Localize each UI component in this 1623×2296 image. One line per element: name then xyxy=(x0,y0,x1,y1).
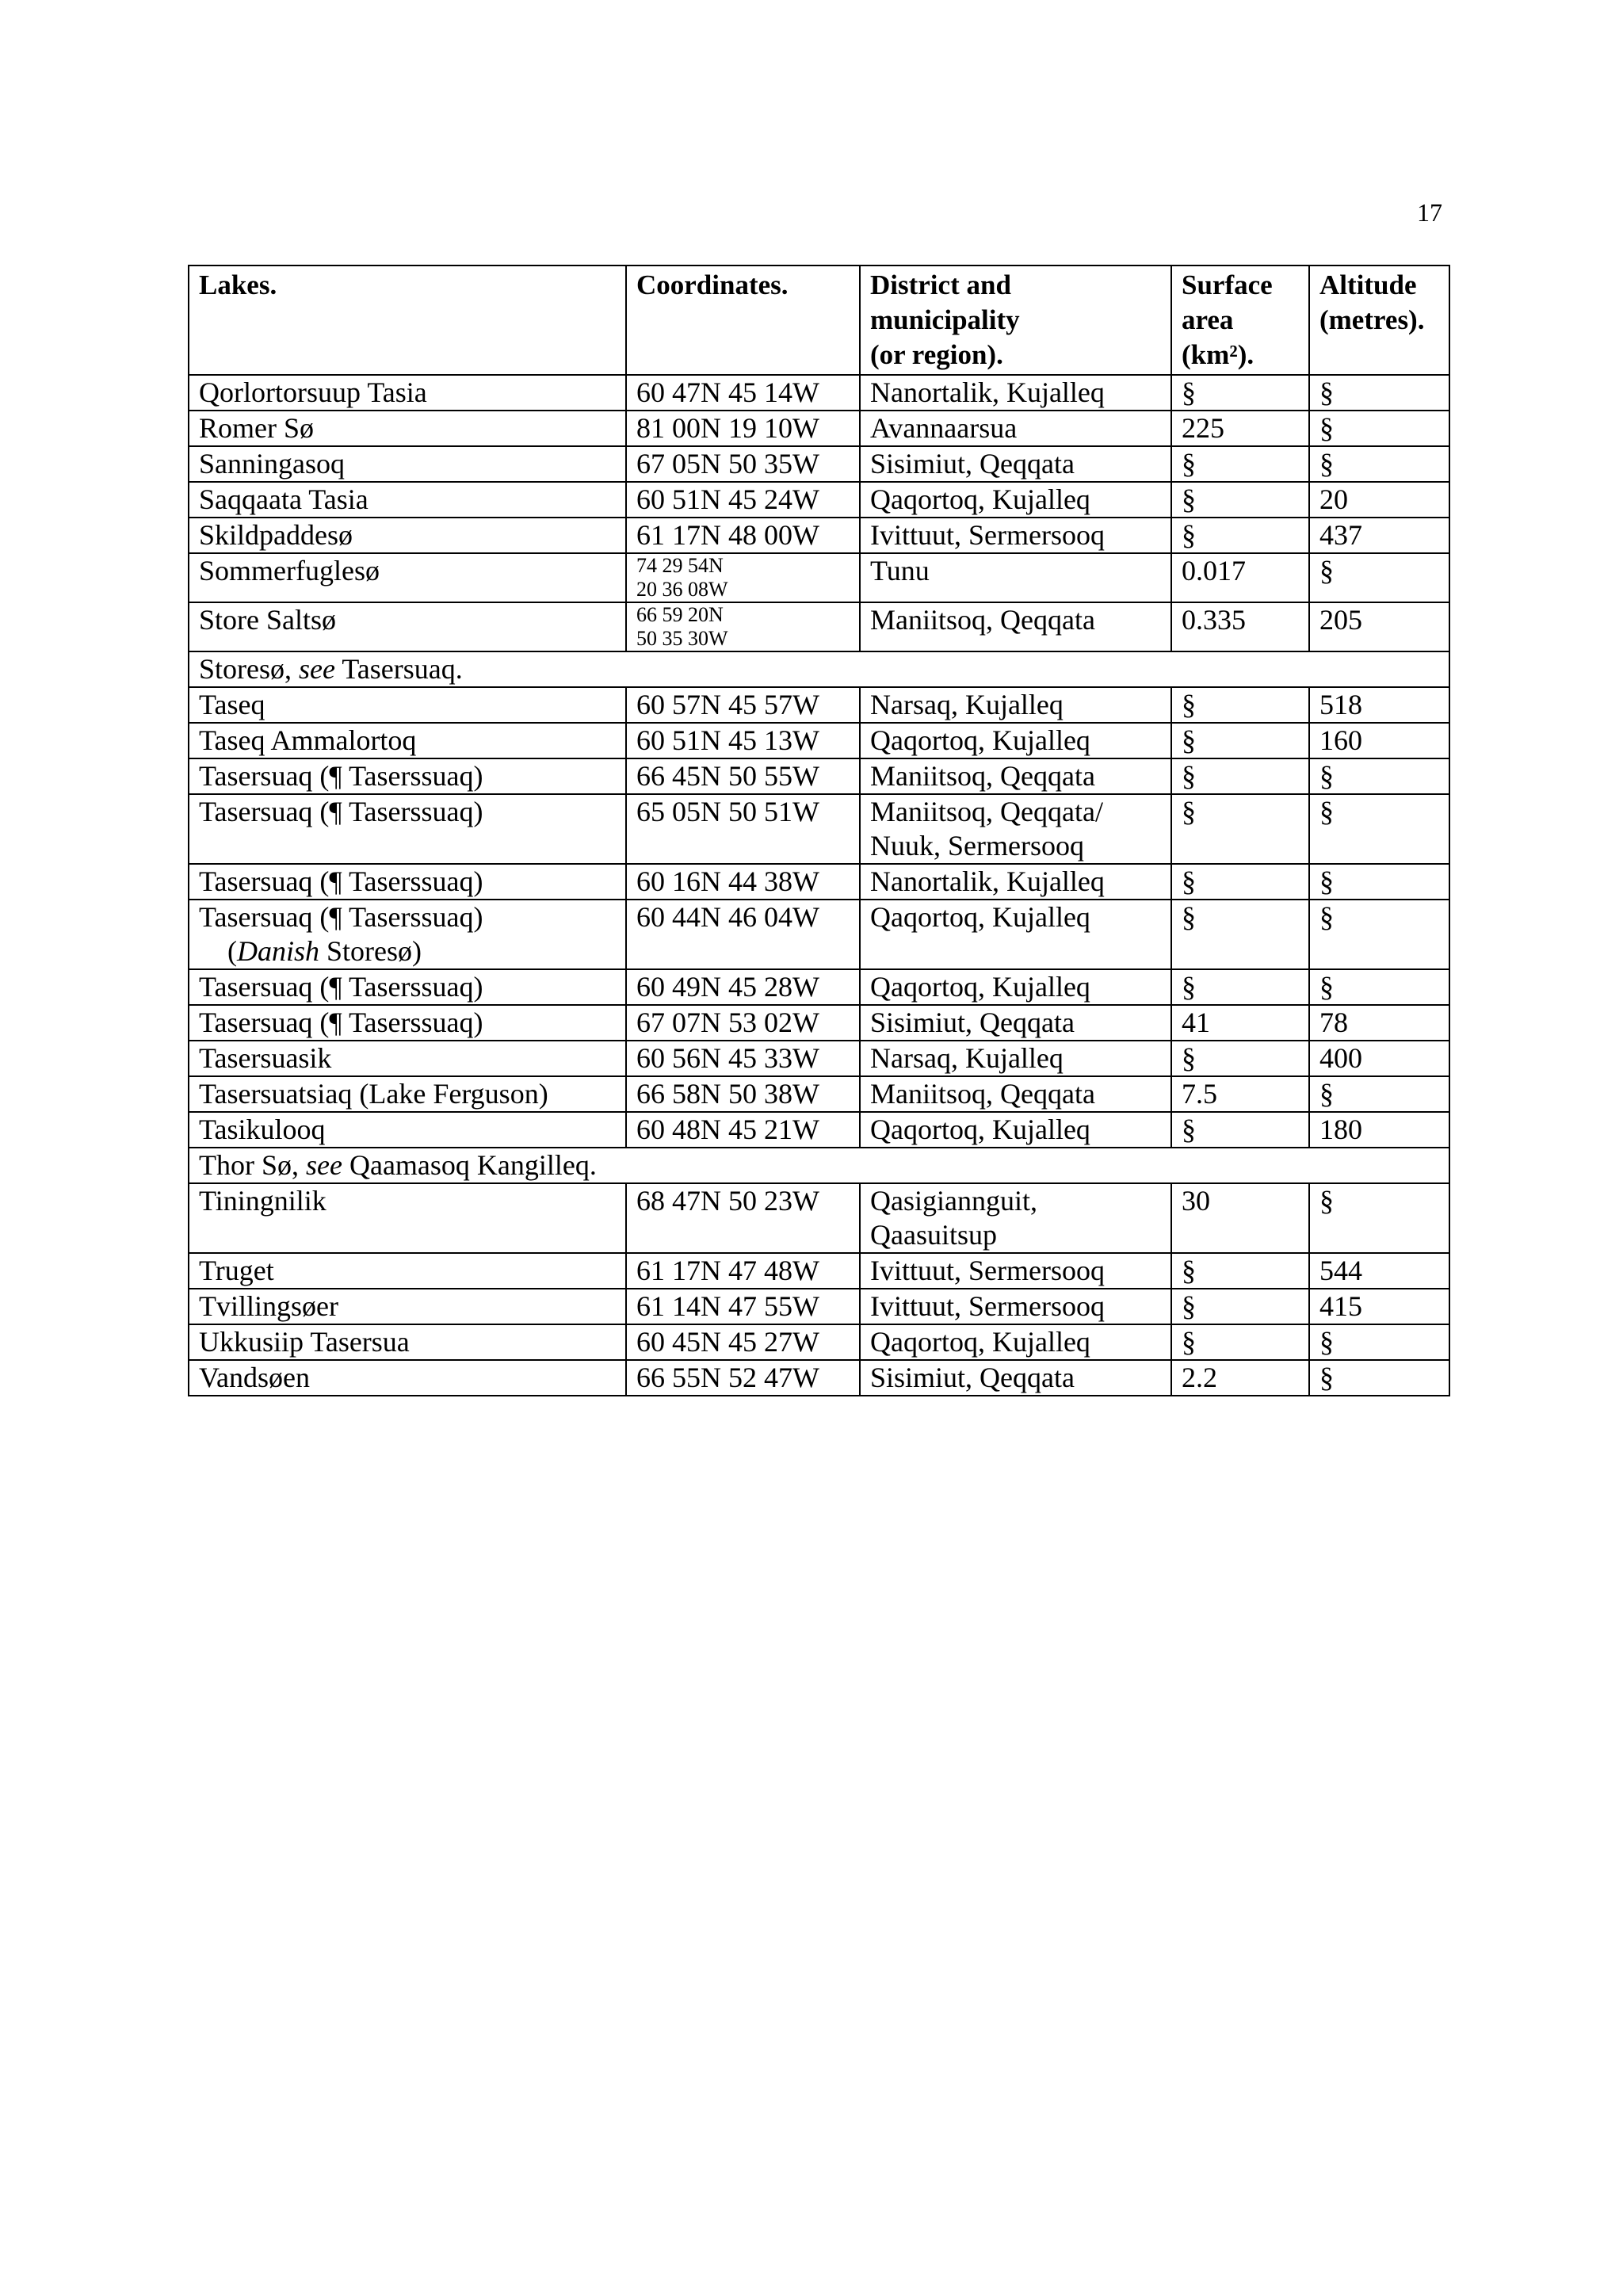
district-cell: Nanortalik, Kujalleq xyxy=(860,375,1171,411)
lake-name: Tasersuaq (¶ Taserssuaq) xyxy=(199,1007,483,1038)
coordinates-cell: 66 58N 50 38W xyxy=(626,1076,860,1112)
table-row xyxy=(189,518,1449,553)
district-cell: Sisimiut, Qeqqata xyxy=(860,1360,1171,1396)
table-row xyxy=(189,1360,1449,1396)
surface-area-cell: § xyxy=(1171,864,1309,900)
table-row xyxy=(189,1041,1449,1076)
surface-area-cell: 30 xyxy=(1171,1183,1309,1253)
lake-name: Tasersuaq (¶ Taserssuaq) xyxy=(199,760,483,792)
lake-name-cell xyxy=(189,1324,626,1360)
lake-name-cell xyxy=(189,1360,626,1396)
district-cell xyxy=(860,1183,1171,1253)
surface-area-cell: § xyxy=(1171,518,1309,553)
altitude-cell: 78 xyxy=(1309,1005,1449,1041)
coordinates-cell: 68 47N 50 23W xyxy=(626,1183,860,1253)
altitude-cell: 544 xyxy=(1309,1253,1449,1289)
lake-name: Romer Sø xyxy=(199,412,315,444)
altitude-cell: 205 xyxy=(1309,602,1449,651)
district-line: Qasigiannguit, xyxy=(870,1185,1037,1217)
cross-reference-name: Thor Sø, xyxy=(199,1149,306,1181)
table-row xyxy=(189,446,1449,482)
page-number: 17 xyxy=(1417,198,1442,227)
coordinates-cell: 66 55N 52 47W xyxy=(626,1360,860,1396)
altitude-cell: 518 xyxy=(1309,687,1449,723)
altitude-cell: § xyxy=(1309,1076,1449,1112)
coordinates-cell: 65 05N 50 51W xyxy=(626,794,860,864)
district-cell: Maniitsoq, Qeqqata xyxy=(860,1076,1171,1112)
table-body xyxy=(189,375,1449,1396)
lake-name: Tasikulooq xyxy=(199,1114,326,1145)
lake-name: Truget xyxy=(199,1255,274,1286)
surface-area-cell: § xyxy=(1171,482,1309,518)
lake-name: Tvillingsøer xyxy=(199,1290,338,1322)
lake-name-cell xyxy=(189,375,626,411)
table-row xyxy=(189,864,1449,900)
lakes-table xyxy=(188,265,1450,1396)
lake-name: Tasersuaq (¶ Taserssuaq) xyxy=(199,901,483,933)
surface-area-cell: § xyxy=(1171,1289,1309,1324)
lake-name: Taseq xyxy=(199,689,265,720)
coordinates-cell: 60 45N 45 27W xyxy=(626,1324,860,1360)
surface-area-cell: § xyxy=(1171,1324,1309,1360)
surface-area-cell: 41 xyxy=(1171,1005,1309,1041)
header-altitude-line: (metres). xyxy=(1319,304,1425,335)
lake-note-italic: Danish xyxy=(237,935,320,967)
table-row xyxy=(189,1253,1449,1289)
lake-name: Skildpaddesø xyxy=(199,519,353,551)
lake-name: Tasersuaq (¶ Taserssuaq) xyxy=(199,865,483,897)
lake-name: Tasersuatsiaq (Lake Ferguson) xyxy=(199,1078,548,1110)
surface-area-cell: 0.335 xyxy=(1171,602,1309,651)
surface-area-cell: § xyxy=(1171,758,1309,794)
altitude-cell: § xyxy=(1309,1360,1449,1396)
district-cell: Qaqortoq, Kujalleq xyxy=(860,969,1171,1005)
table-row xyxy=(189,1324,1449,1360)
lake-name: Tiningnilik xyxy=(199,1185,327,1217)
lake-name: Ukkusiip Tasersua xyxy=(199,1326,410,1358)
lake-name-cell xyxy=(189,1289,626,1324)
district-cell: Ivittuut, Sermersooq xyxy=(860,518,1171,553)
district-cell: Qaqortoq, Kujalleq xyxy=(860,723,1171,758)
lake-name-cell xyxy=(189,602,626,651)
lake-name-cell xyxy=(189,1041,626,1076)
table-row xyxy=(189,758,1449,794)
coordinates-lat: 74 29 54N xyxy=(636,554,724,577)
table-row xyxy=(189,375,1449,411)
header-district xyxy=(860,266,1171,375)
coordinates-cell: 66 45N 50 55W xyxy=(626,758,860,794)
district-cell: Maniitsoq, Qeqqata xyxy=(860,602,1171,651)
cross-reference-name: Storesø, xyxy=(199,653,299,685)
lake-name-cell xyxy=(189,758,626,794)
district-cell: Ivittuut, Sermersooq xyxy=(860,1253,1171,1289)
lake-name: Qorlortorsuup Tasia xyxy=(199,376,427,408)
header-altitude xyxy=(1309,266,1449,375)
table-row xyxy=(189,1289,1449,1324)
coordinates-cell: 60 16N 44 38W xyxy=(626,864,860,900)
lake-name: Sommerfuglesø xyxy=(199,555,380,586)
lake-name: Store Saltsø xyxy=(199,604,337,636)
table-row xyxy=(189,482,1449,518)
coordinates-cell: 67 07N 53 02W xyxy=(626,1005,860,1041)
coordinates-lon: 20 36 08W xyxy=(636,578,728,601)
altitude-cell: 437 xyxy=(1309,518,1449,553)
coordinates-cell: 67 05N 50 35W xyxy=(626,446,860,482)
surface-area-cell: § xyxy=(1171,1253,1309,1289)
lake-name-cell xyxy=(189,1005,626,1041)
district-line: Nuuk, Sermersooq xyxy=(870,830,1084,861)
cross-reference-see: see xyxy=(306,1149,342,1181)
coordinates-cell: 61 17N 48 00W xyxy=(626,518,860,553)
district-cell: Sisimiut, Qeqqata xyxy=(860,446,1171,482)
coordinates-cell: 60 57N 45 57W xyxy=(626,687,860,723)
altitude-cell: § xyxy=(1309,375,1449,411)
coordinates-cell: 60 56N 45 33W xyxy=(626,1041,860,1076)
header-surface-line: (km²). xyxy=(1182,339,1254,370)
district-cell: Qaqortoq, Kujalleq xyxy=(860,1324,1171,1360)
header-district-line: District and xyxy=(870,269,1011,300)
altitude-cell: 20 xyxy=(1309,482,1449,518)
table-row xyxy=(189,1148,1449,1183)
coordinates-cell: 60 49N 45 28W xyxy=(626,969,860,1005)
lake-name: Taseq Ammalortoq xyxy=(199,724,417,756)
surface-area-cell: § xyxy=(1171,723,1309,758)
lake-name: Tasersuasik xyxy=(199,1042,332,1074)
table-row xyxy=(189,1076,1449,1112)
altitude-cell: 160 xyxy=(1309,723,1449,758)
district-cell: Sisimiut, Qeqqata xyxy=(860,1005,1171,1041)
surface-area-cell: § xyxy=(1171,1112,1309,1148)
coordinates-cell: 60 51N 45 24W xyxy=(626,482,860,518)
coordinates-cell: 60 51N 45 13W xyxy=(626,723,860,758)
header-surface-area xyxy=(1171,266,1309,375)
lake-note xyxy=(199,934,616,968)
lake-name-cell xyxy=(189,687,626,723)
district-cell: Ivittuut, Sermersooq xyxy=(860,1289,1171,1324)
header-district-line: municipality xyxy=(870,304,1020,335)
lake-name-cell xyxy=(189,794,626,864)
lake-name-cell xyxy=(189,1076,626,1112)
altitude-cell: § xyxy=(1309,1183,1449,1253)
lake-name: Sanningasoq xyxy=(199,448,345,479)
table-row xyxy=(189,1112,1449,1148)
header-surface-line: Surface xyxy=(1182,269,1273,300)
surface-area-cell: § xyxy=(1171,446,1309,482)
lake-name: Tasersuaq (¶ Taserssuaq) xyxy=(199,796,483,827)
altitude-cell: § xyxy=(1309,969,1449,1005)
lake-name-cell xyxy=(189,553,626,602)
altitude-cell: § xyxy=(1309,553,1449,602)
table-row xyxy=(189,1183,1449,1253)
altitude-cell: § xyxy=(1309,794,1449,864)
cross-reference-see: see xyxy=(299,653,335,685)
district-cell xyxy=(860,794,1171,864)
surface-area-cell: § xyxy=(1171,794,1309,864)
coordinates-cell: 60 48N 45 21W xyxy=(626,1112,860,1148)
lake-name-cell xyxy=(189,1253,626,1289)
district-cell: Qaqortoq, Kujalleq xyxy=(860,900,1171,969)
coordinates-cell xyxy=(626,602,860,651)
district-line: Maniitsoq, Qeqqata/ xyxy=(870,796,1103,827)
altitude-cell: § xyxy=(1309,1324,1449,1360)
lake-name-cell xyxy=(189,482,626,518)
lake-name-cell xyxy=(189,411,626,446)
header-coordinates: Coordinates. xyxy=(626,266,860,375)
altitude-cell: § xyxy=(1309,900,1449,969)
table-row xyxy=(189,900,1449,969)
header-surface-line: area xyxy=(1182,304,1234,335)
lake-note-rest: Storesø) xyxy=(319,935,422,967)
lake-name-cell xyxy=(189,969,626,1005)
lake-name: Vandsøen xyxy=(199,1362,310,1393)
table-row xyxy=(189,651,1449,687)
lake-name-cell xyxy=(189,446,626,482)
lake-note-open: ( xyxy=(227,935,237,967)
table-row xyxy=(189,794,1449,864)
altitude-cell: 415 xyxy=(1309,1289,1449,1324)
district-cell: Qaqortoq, Kujalleq xyxy=(860,482,1171,518)
district-cell: Avannaarsua xyxy=(860,411,1171,446)
table-row xyxy=(189,969,1449,1005)
table-row xyxy=(189,1005,1449,1041)
lake-name-cell xyxy=(189,723,626,758)
district-cell: Maniitsoq, Qeqqata xyxy=(860,758,1171,794)
surface-area-cell: 225 xyxy=(1171,411,1309,446)
lake-name-cell xyxy=(189,900,626,969)
district-cell: Tunu xyxy=(860,553,1171,602)
coordinates-cell: 81 00N 19 10W xyxy=(626,411,860,446)
header-altitude-line: Altitude xyxy=(1319,269,1417,300)
surface-area-cell: 0.017 xyxy=(1171,553,1309,602)
district-cell: Qaqortoq, Kujalleq xyxy=(860,1112,1171,1148)
lake-name: Tasersuaq (¶ Taserssuaq) xyxy=(199,971,483,1003)
surface-area-cell: 2.2 xyxy=(1171,1360,1309,1396)
cross-reference-cell xyxy=(189,651,1449,687)
district-cell: Nanortalik, Kujalleq xyxy=(860,864,1171,900)
district-cell: Narsaq, Kujalleq xyxy=(860,1041,1171,1076)
lake-name-cell xyxy=(189,1183,626,1253)
altitude-cell: § xyxy=(1309,411,1449,446)
coordinates-lat: 66 59 20N xyxy=(636,603,724,626)
coordinates-cell: 61 14N 47 55W xyxy=(626,1289,860,1324)
table-row xyxy=(189,723,1449,758)
surface-area-cell: § xyxy=(1171,687,1309,723)
header-district-line: (or region). xyxy=(870,339,1003,370)
coordinates-cell xyxy=(626,553,860,602)
lake-name-cell xyxy=(189,864,626,900)
coordinates-cell: 60 44N 46 04W xyxy=(626,900,860,969)
altitude-cell: § xyxy=(1309,864,1449,900)
table-row xyxy=(189,411,1449,446)
cross-reference-target: Qaamasoq Kangilleq. xyxy=(342,1149,597,1181)
altitude-cell: § xyxy=(1309,758,1449,794)
altitude-cell: 400 xyxy=(1309,1041,1449,1076)
lake-name-cell xyxy=(189,518,626,553)
coordinates-lon: 50 35 30W xyxy=(636,627,728,650)
cross-reference-target: Tasersuaq. xyxy=(334,653,463,685)
table-row xyxy=(189,602,1449,651)
header-lakes: Lakes. xyxy=(189,266,626,375)
altitude-cell: § xyxy=(1309,446,1449,482)
cross-reference-cell xyxy=(189,1148,1449,1183)
table-row xyxy=(189,553,1449,602)
lake-name: Saqqaata Tasia xyxy=(199,483,369,515)
surface-area-cell: § xyxy=(1171,375,1309,411)
altitude-cell: 180 xyxy=(1309,1112,1449,1148)
surface-area-cell: 7.5 xyxy=(1171,1076,1309,1112)
coordinates-cell: 60 47N 45 14W xyxy=(626,375,860,411)
table-row xyxy=(189,687,1449,723)
surface-area-cell: § xyxy=(1171,969,1309,1005)
surface-area-cell: § xyxy=(1171,900,1309,969)
district-line: Qaasuitsup xyxy=(870,1219,997,1251)
coordinates-cell: 61 17N 47 48W xyxy=(626,1253,860,1289)
lake-name-cell xyxy=(189,1112,626,1148)
surface-area-cell: § xyxy=(1171,1041,1309,1076)
table-header xyxy=(189,266,1449,375)
district-cell: Narsaq, Kujalleq xyxy=(860,687,1171,723)
